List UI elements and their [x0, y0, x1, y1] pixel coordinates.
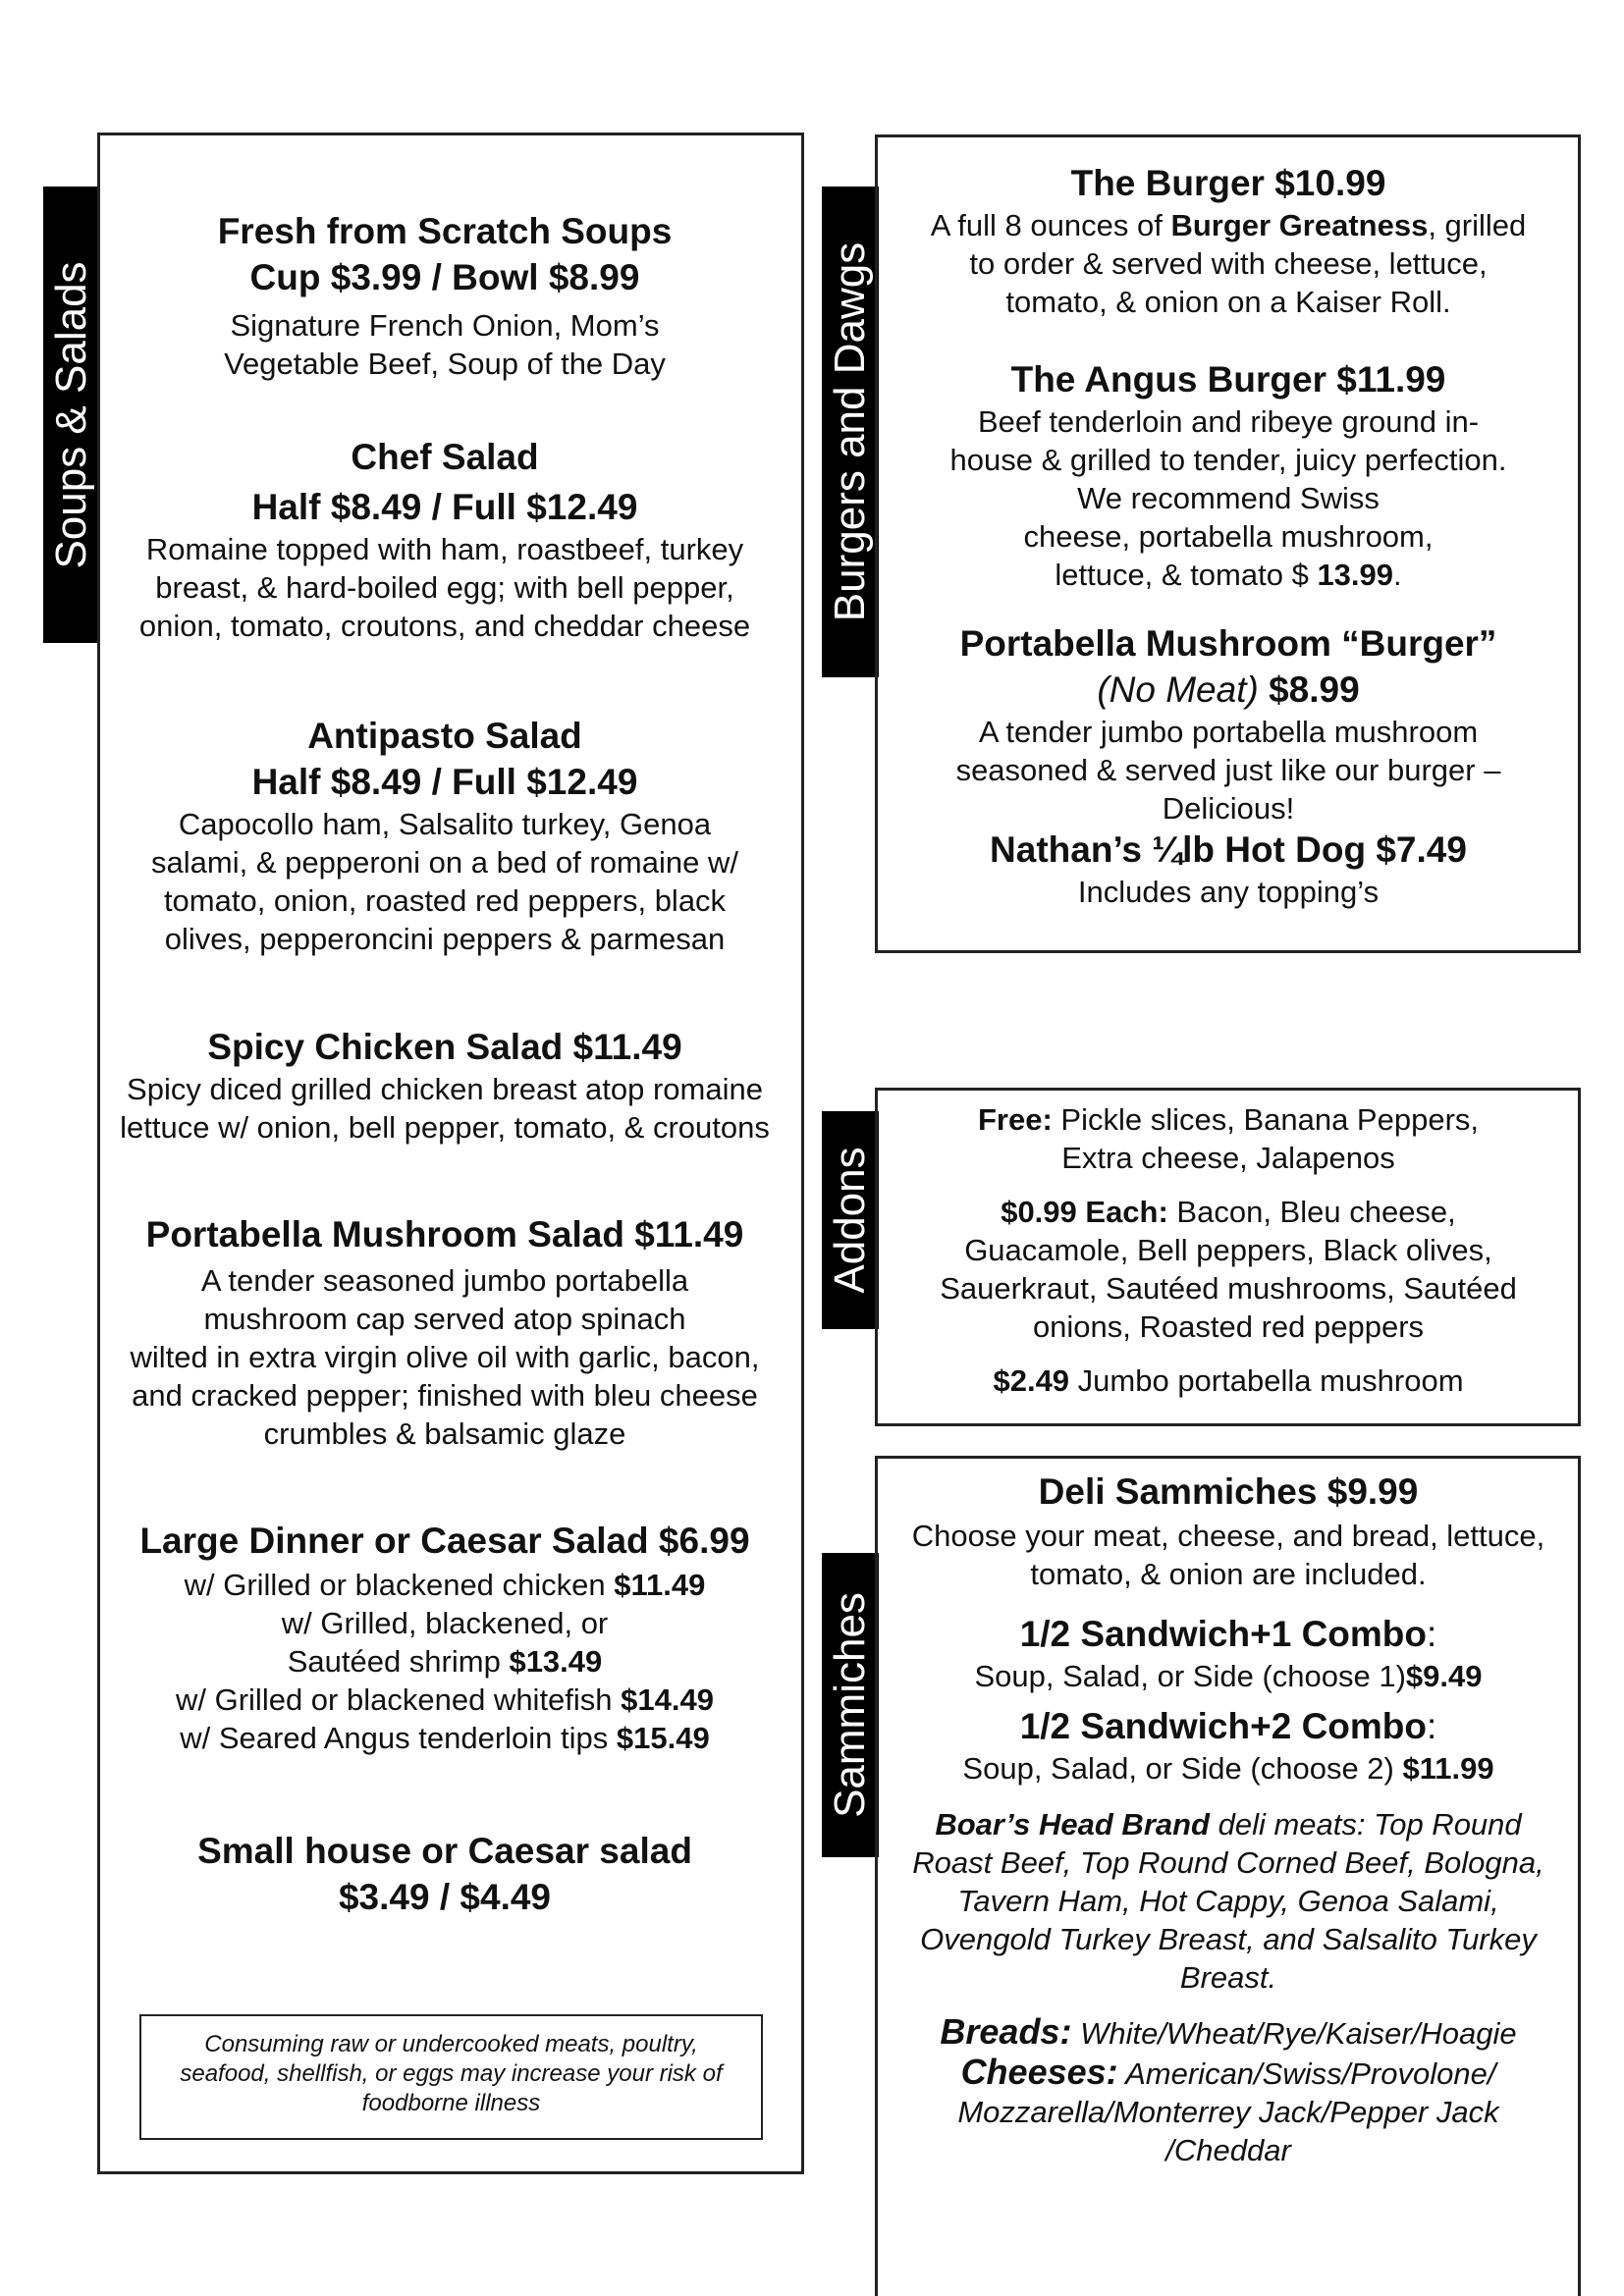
angus-title: The Angus Burger $11.99 — [1010, 359, 1446, 400]
antipasto-price: Half $8.49 / Full $12.49 — [251, 762, 638, 802]
combo-1-price: $9.49 — [1405, 1659, 1483, 1693]
large-salad-option-3 — [101, 1642, 788, 1681]
addons-each-1: $0.99 Each: Bacon, Bleu cheese, — [1001, 1195, 1456, 1229]
portabella-salad-desc-1: A tender seasoned jumbo portabella — [200, 1263, 689, 1298]
portabella-salad-desc-5: crumbles & balsamic glaze — [263, 1416, 626, 1451]
addons-free-1: Free: Pickle slices, Banana Peppers, — [977, 1102, 1480, 1137]
angus-desc-5: lettuce, & tomato $ 13.99. — [1055, 558, 1402, 592]
combo-1-desc: Soup, Salad, or Side (choose 1)$9.49 — [974, 1659, 1483, 1693]
angus-desc-4: cheese, portabella mushroom, — [1023, 519, 1434, 554]
tab-sammiches — [822, 1553, 879, 1857]
tab-soups-salads — [43, 187, 100, 643]
meats-line-4: Ovengold Turkey Breast, and Salsalito Turkey — [920, 1922, 1537, 1956]
addons-free-2: Extra cheese, Jalapenos — [1061, 1141, 1395, 1175]
soups-title: Fresh from Scratch Soups — [217, 211, 673, 251]
portabella-salad-desc-3: wilted in extra virgin olive oil with garlic, bacon, — [130, 1340, 760, 1374]
tab-burgers-dawgs — [822, 187, 879, 677]
option-price: $15.49 — [616, 1721, 710, 1755]
tab-burgers-dawgs-label: Burgers and Dawgs — [826, 241, 874, 622]
cheeses-line-2: Mozzarella/Monterrey Jack/Pepper Jack — [957, 2095, 1499, 2129]
tab-sammiches-label: Sammiches — [826, 1592, 874, 1818]
antipasto-desc-2: salami, & pepperoni on a bed of romaine w/ — [151, 845, 738, 880]
addons-jumbo-price: $2.49 — [993, 1363, 1070, 1398]
tab-addons — [822, 1111, 879, 1329]
spicy-chicken-title: Spicy Chicken Salad $11.49 — [207, 1027, 682, 1067]
boars-head-brand: Boar’s Head Brand — [935, 1807, 1210, 1842]
portabella-burger-desc-1: A tender jumbo portabella mushroom — [978, 715, 1479, 749]
portabella-salad-desc-4: and cracked pepper; finished with bleu cheese — [132, 1378, 758, 1413]
burger-greatness: Burger Greatness — [1170, 208, 1429, 242]
large-salad-title: Large Dinner or Caesar Salad $6.99 — [139, 1521, 750, 1561]
portabella-burger-price: $8.99 — [1258, 669, 1360, 710]
food-safety-disclaimer — [139, 2014, 763, 2140]
portabella-salad-desc-2: mushroom cap served atop spinach — [203, 1302, 686, 1336]
soups-price: Cup $3.99 / Bowl $8.99 — [249, 257, 640, 297]
tab-addons-label: Addons — [826, 1147, 874, 1294]
antipasto-desc-4: olives, pepperoncini peppers & parmesan — [164, 922, 726, 956]
antipasto-title: Antipasto Salad — [307, 716, 582, 756]
option-text: w/ Grilled or blackened chicken — [184, 1568, 606, 1602]
portabella-burger-desc-2: seasoned & served just like our burger – — [955, 753, 1501, 787]
option-text: Sautéed shrimp — [287, 1644, 501, 1679]
portabella-salad-title: Portabella Mushroom Salad $11.49 — [145, 1214, 744, 1255]
chef-salad-desc-1: Romaine topped with ham, roastbeef, turkey — [145, 532, 744, 566]
cheeses-label: Cheeses: — [960, 2052, 1118, 2092]
portabella-burger-sub — [880, 667, 1577, 713]
chef-salad-desc-3: onion, tomato, croutons, and cheddar cheese — [138, 609, 751, 643]
hot-dog-desc: Includes any topping’s — [1077, 875, 1380, 909]
no-meat-note: (No Meat) — [1097, 669, 1259, 710]
spicy-chicken-section — [101, 1024, 788, 1147]
chef-salad-desc-2: breast, & hard-boiled egg; with bell pepper, — [155, 570, 734, 605]
addons-free-label: Free: — [977, 1102, 1053, 1137]
spicy-chicken-desc-1: Spicy diced grilled chicken breast atop romaine — [127, 1072, 763, 1106]
hot-dog-title: Nathan’s ¼lb Hot Dog $7.49 — [990, 829, 1467, 870]
option-text: w/ Seared Angus tenderloin tips — [180, 1721, 609, 1755]
soups-desc-1: Signature French Onion, Mom’s — [230, 308, 660, 343]
large-salad-section — [101, 1518, 788, 1757]
cheeses-line-3: /Cheddar — [1165, 2133, 1291, 2167]
option-text: w/ Grilled, blackened, or — [281, 1606, 609, 1640]
portabella-burger-title: Portabella Mushroom “Burger” — [959, 623, 1497, 664]
addons-each-4: onions, Roasted red peppers — [1032, 1309, 1425, 1344]
sammiches-section — [880, 1468, 1577, 2169]
disclaimer-line-3: foodborne illness — [361, 2090, 541, 2116]
soups-section — [101, 208, 788, 383]
option-price: $11.49 — [614, 1568, 706, 1602]
sammiches-desc-1: Choose your meat, cheese, and bread, lettuce, — [911, 1519, 1545, 1553]
meats-line-1: Boar’s Head Brand deli meats: Top Round — [935, 1807, 1522, 1842]
disclaimer-line-1: Consuming raw or undercooked meats, poultry, — [204, 2031, 698, 2057]
disclaimer-line-2: seafood, shellfish, or eggs may increase your risk of — [180, 2060, 723, 2087]
small-salad-section — [101, 1828, 788, 1920]
angus-upgrade-price: 13.99 — [1317, 558, 1394, 592]
portabella-burger-desc-3: Delicious! — [1162, 791, 1295, 826]
sammiches-title: Deli Sammiches $9.99 — [1038, 1471, 1419, 1512]
addons-each-label: $0.99 Each: — [1001, 1195, 1168, 1229]
small-salad-title: Small house or Caesar salad — [197, 1831, 692, 1871]
cheeses-line-1: Cheeses: American/Swiss/Provolone/ — [960, 2052, 1496, 2092]
breads-line: Breads: White/Wheat/Rye/Kaiser/Hoagie — [940, 2011, 1517, 2052]
angus-section — [880, 356, 1577, 594]
soups-desc-2: Vegetable Beef, Soup of the Day — [224, 347, 666, 381]
burger-title: The Burger $10.99 — [1070, 163, 1386, 203]
chef-salad-title: Chef Salad — [351, 437, 539, 477]
antipasto-section — [101, 713, 788, 958]
antipasto-desc-3: tomato, onion, roasted red peppers, black — [163, 883, 727, 918]
burger-desc-2: to order & served with cheese, lettuce, — [969, 246, 1488, 281]
spicy-chicken-desc-2: lettuce w/ onion, bell pepper, tomato, & croutons — [120, 1110, 770, 1145]
breads-label: Breads: — [940, 2011, 1072, 2052]
large-salad-option-1 — [101, 1566, 788, 1604]
chef-salad-price: Half $8.49 / Full $12.49 — [251, 487, 638, 527]
option-price: $13.49 — [509, 1644, 603, 1679]
portabella-burger-section — [880, 620, 1577, 828]
meats-line-2: Roast Beef, Top Round Corned Beef, Bologna, — [912, 1845, 1544, 1880]
combo-2-price: $11.99 — [1402, 1751, 1494, 1786]
meats-line-5: Breast. — [1179, 1960, 1277, 1995]
large-salad-option-2 — [101, 1604, 788, 1642]
option-text: w/ Grilled or blackened whitefish — [176, 1682, 613, 1717]
addons-section — [880, 1100, 1577, 1400]
burger-section — [880, 160, 1577, 321]
angus-desc-3: We recommend Swiss — [1077, 481, 1380, 515]
addons-jumbo: $2.49 Jumbo portabella mushroom — [993, 1363, 1464, 1398]
hot-dog-section — [880, 827, 1577, 911]
combo-2-desc: Soup, Salad, or Side (choose 2) $11.99 — [962, 1751, 1494, 1786]
option-price: $14.49 — [621, 1682, 714, 1717]
addons-each-3: Sauerkraut, Sautéed mushrooms, Sautéed — [940, 1271, 1517, 1306]
tab-soups-salads-label: Soups & Salads — [47, 260, 95, 569]
chef-salad-section — [101, 434, 788, 645]
angus-desc-1: Beef tenderloin and ribeye ground in- — [977, 404, 1480, 439]
large-salad-option-4 — [101, 1681, 788, 1719]
portabella-salad-section — [101, 1211, 788, 1453]
addons-each-2: Guacamole, Bell peppers, Black olives, — [964, 1233, 1492, 1267]
large-salad-option-5 — [101, 1719, 788, 1757]
sammiches-desc-2: tomato, & onion are included. — [1030, 1557, 1427, 1591]
combo-1-title: 1/2 Sandwich+1 Combo: — [1019, 1614, 1437, 1654]
meats-line-3: Tavern Ham, Hot Cappy, Genoa Salami, — [957, 1884, 1499, 1918]
small-salad-price: $3.49 / $4.49 — [338, 1877, 552, 1917]
burger-desc-1: A full 8 ounces of Burger Greatness, grilled — [930, 208, 1527, 242]
burger-desc-3: tomato, & onion on a Kaiser Roll. — [1005, 285, 1451, 319]
antipasto-desc-1: Capocollo ham, Salsalito turkey, Genoa — [178, 807, 712, 841]
combo-2-title: 1/2 Sandwich+2 Combo: — [1019, 1706, 1437, 1746]
angus-desc-2: house & grilled to tender, juicy perfection. — [949, 443, 1507, 477]
